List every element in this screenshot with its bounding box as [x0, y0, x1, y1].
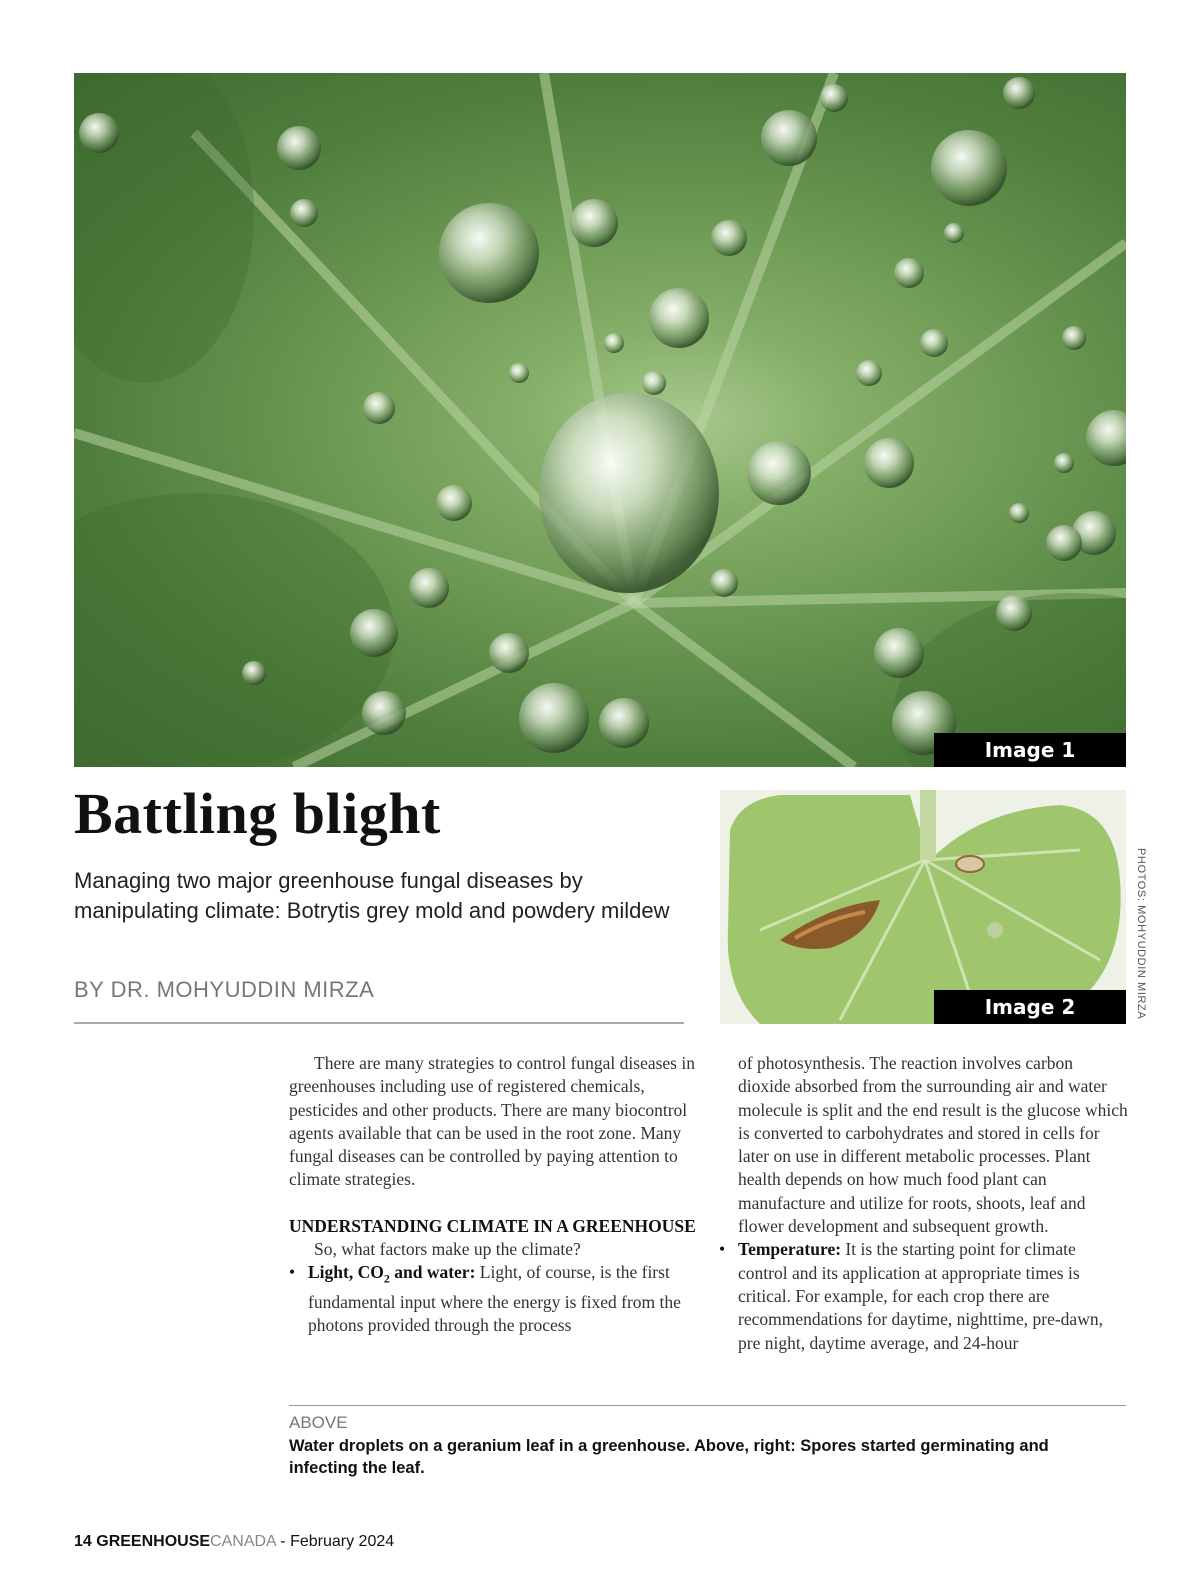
- bullet-1-text: Light, of course, is the first fundamental input where the energy is fixed from the photons provided through the process: [308, 1262, 681, 1336]
- section-lead: So, what factors make up the climate?: [314, 1239, 581, 1260]
- body-column-1: [289, 1052, 699, 1338]
- bullet-temperature: [719, 1238, 1128, 1354]
- caption-divider: [289, 1405, 1126, 1406]
- continuation-paragraph: of photosynthesis. The reaction involves carbon dioxide absorbed from the surrounding air and water molecule is split and the end result is the glucose which is converted to carbohydrates and stored in cells for later on use in different metabolic processes. Plant health depends on how much food plant can manufacture and utilize for roots, shoots, leaf and flower development and subsequent growth.: [738, 1053, 1128, 1237]
- article-title: Battling blight: [74, 781, 441, 846]
- magazine-name-primary: GREENHOUSE: [96, 1533, 211, 1550]
- bullet-1-label-a: Light, CO: [308, 1262, 384, 1283]
- bullet-2-text: It is the starting point for climate control and its application at appropriate times is critical. For example, for each crop there are recommendations for daytime, nighttime, pre-dawn, pre night, daytime average, and 24-hour: [738, 1239, 1103, 1353]
- caption-kicker: ABOVE: [289, 1413, 348, 1432]
- image-2-label: Image 2: [934, 990, 1126, 1024]
- caption-text: Water droplets on a geranium leaf in a greenhouse. Above, right: Spores started germinating and infecting the leaf.: [289, 1437, 1049, 1477]
- page-number: 14: [74, 1533, 92, 1550]
- bullet-2-label: Temperature:: [738, 1239, 842, 1260]
- hero-photo-water-droplets: [74, 73, 1126, 767]
- intro-paragraph: There are many strategies to control fungal diseases in greenhouses including use of registered chemicals, pesticides and other products. There are many biocontrol agents available that can be used in the root zone. Many fungal diseases can be controlled by paying attention to climate strategies.: [289, 1053, 695, 1190]
- byline: BY DR. MOHYUDDIN MIRZA: [74, 977, 375, 1002]
- magazine-name-secondary: CANADA: [210, 1533, 276, 1550]
- infected-leaf-illustration: [720, 790, 1126, 1024]
- infected-leaf-photo: [720, 790, 1126, 1024]
- photo-credit: PHOTOS: MOHYUDDIN MIRZA: [1135, 848, 1147, 1020]
- image-1-label: Image 1: [934, 733, 1126, 767]
- article-subtitle: Managing two major greenhouse fungal diseases by manipulating climate: Botrytis grey mold and powdery mildew: [74, 868, 670, 923]
- bullet-1-label-sub: 2: [383, 1271, 390, 1286]
- issue-date: - February 2024: [280, 1533, 395, 1550]
- bullet-1-label-b: and water:: [389, 1262, 476, 1283]
- body-column-2: [738, 1052, 1128, 1355]
- leaf-illustration: [74, 73, 1126, 767]
- page-footer: [74, 1533, 394, 1551]
- bullet-light-co2-water: [289, 1261, 699, 1337]
- section-heading: UNDERSTANDING CLIMATE IN A GREENHOUSE: [289, 1215, 696, 1236]
- title-divider: [74, 1022, 684, 1024]
